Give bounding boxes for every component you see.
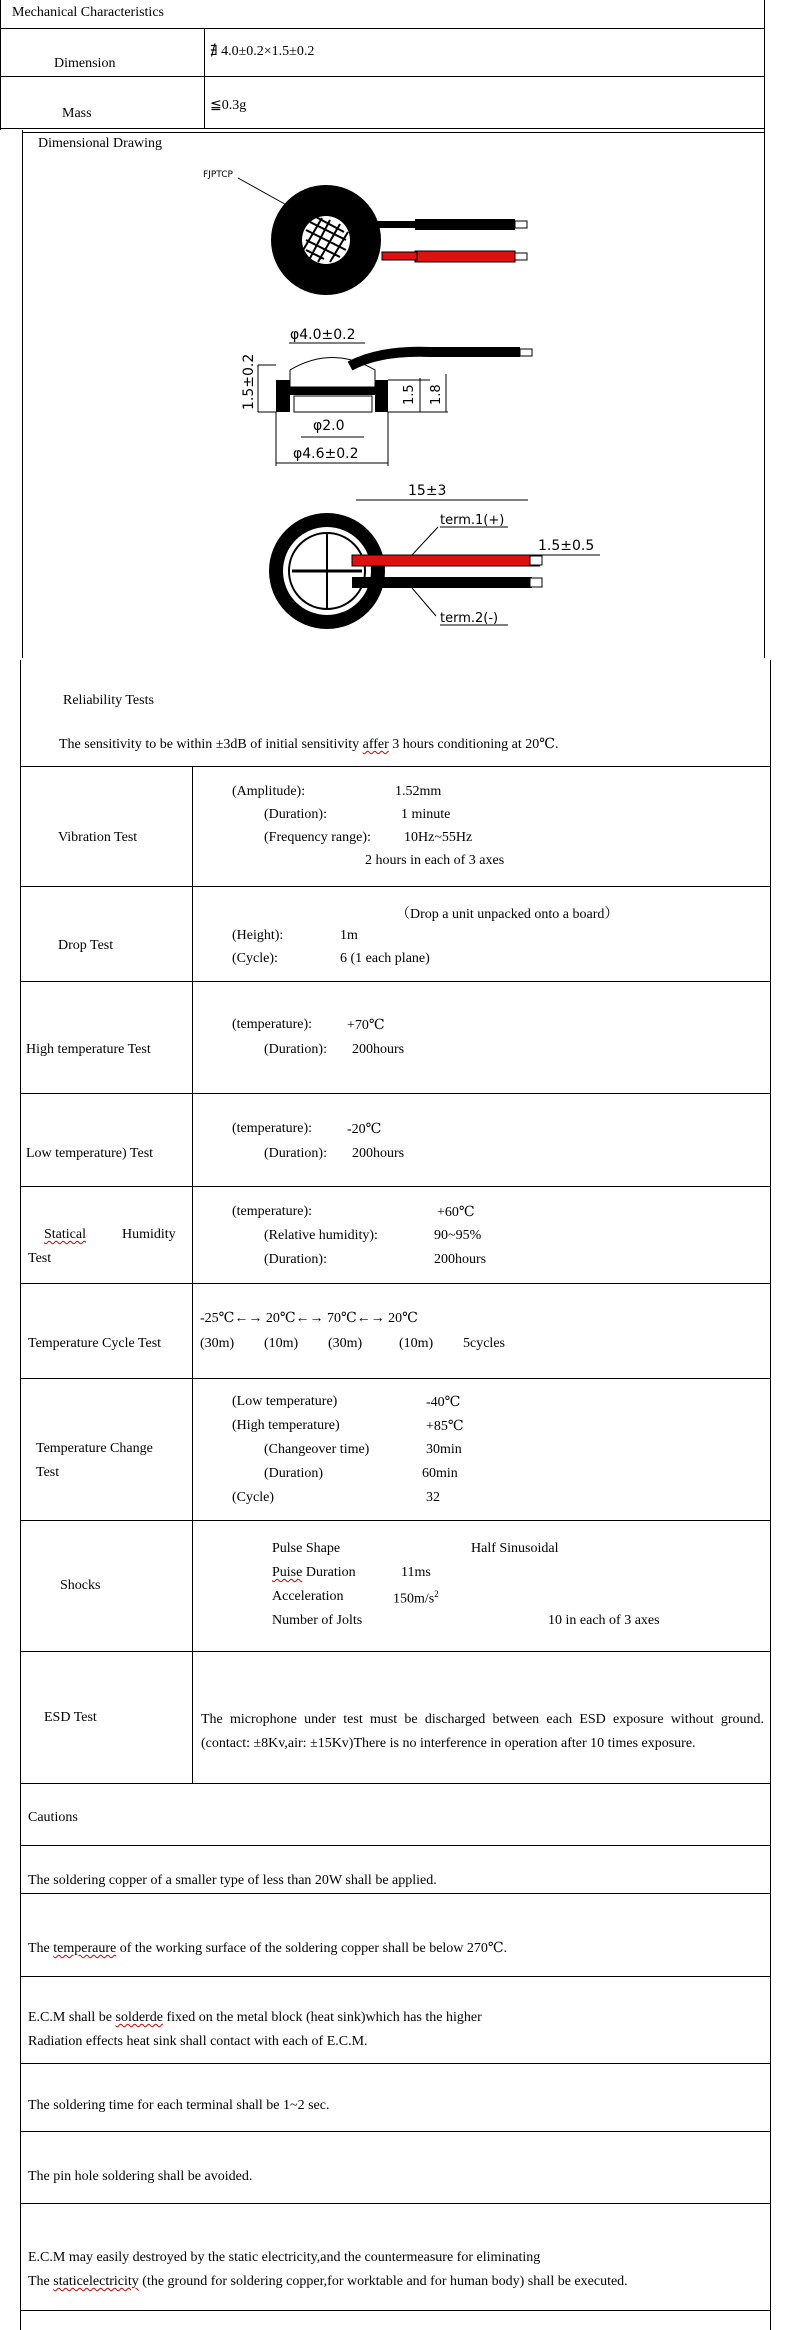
dim-height: 1.5±0.2: [241, 353, 257, 410]
drop-cycle-key: (Cycle):: [232, 951, 278, 966]
shock-pulse-duration-value: 11ms: [401, 1565, 431, 1580]
change-changeover-value: 30min: [426, 1442, 462, 1457]
shocks-label: Shocks: [60, 1578, 101, 1593]
humidity-rh-key: (Relative humidity):: [264, 1228, 378, 1243]
high-temp-value: +70℃: [347, 1018, 385, 1033]
dimension-value: ∄ 4.0±0.2×1.5±0.2: [210, 44, 315, 59]
change-cycle-key: (Cycle): [232, 1490, 274, 1505]
shock-pulse-shape-value: Half Sinusoidal: [471, 1541, 559, 1556]
dim-outer: φ4.0±0.2: [290, 327, 356, 343]
vibration-label: Vibration Test: [58, 830, 138, 845]
change-high-value: +85℃: [426, 1419, 464, 1434]
low-temp-key: (temperature):: [232, 1121, 313, 1136]
shock-pulse-shape-key: Pulse Shape: [272, 1541, 341, 1556]
drop-note: （Drop a unit unpacked onto a board）: [396, 907, 619, 922]
cycle-count: 5cycles: [463, 1336, 505, 1351]
vib-frequency-value: 10Hz~55Hz: [404, 830, 473, 845]
caution-4: The soldering time for each terminal shall be 1~2 sec.: [28, 2098, 330, 2113]
lead-black: [415, 219, 515, 230]
cycle-label: Temperature Cycle Test: [28, 1336, 162, 1351]
humidity-duration-key: (Duration):: [264, 1252, 327, 1267]
humidity-label-c: Test: [28, 1251, 52, 1266]
vib-amplitude-key: (Amplitude):: [232, 784, 306, 799]
change-high-key: (High temperature): [232, 1418, 340, 1433]
mass-value: ≦0.3g: [210, 98, 247, 113]
shock-pulse-duration-key: Puise Duration: [272, 1565, 356, 1580]
cycle-time-4: (10m): [399, 1336, 434, 1351]
change-low-key: (Low temperature): [232, 1394, 338, 1409]
caution-6b: The staticelectricity (the ground for soldering copper,for worktable and for human body) shall be executed.: [28, 2274, 628, 2289]
caution-6a: E.C.M may easily destroyed by the static electricity,and the countermeasure for eliminating: [28, 2250, 541, 2265]
term2-label: term.2(-): [440, 611, 499, 626]
shock-jolts-value: 10 in each of 3 axes: [548, 1613, 660, 1628]
dimensional-drawing: [0, 0, 790, 660]
change-cycle-value: 32: [426, 1490, 440, 1505]
dimension-label: Dimension: [54, 56, 116, 71]
humidity-temp-key: (temperature):: [232, 1204, 313, 1219]
side-view: [241, 327, 532, 466]
humidity-label-b: Humidity: [122, 1227, 176, 1242]
shock-acceleration-key: Acceleration: [272, 1589, 344, 1604]
change-duration-key: (Duration): [264, 1466, 324, 1481]
caution-1: The soldering copper of a smaller type of less than 20W shall be applied.: [28, 1873, 437, 1888]
change-low-value: -40℃: [426, 1395, 461, 1410]
high-duration-value: 200hours: [352, 1042, 405, 1057]
reliability-title: Reliability Tests: [63, 693, 154, 708]
reliability-intro: The sensitivity to be within ±3dB of initial sensitivity affer 3 hours conditioning at 20℃.: [59, 737, 559, 752]
low-temp-label: Low temperature) Test: [26, 1146, 154, 1161]
caution-5: The pin hole soldering shall be avoided.: [28, 2169, 253, 2184]
drop-label: Drop Test: [58, 938, 114, 953]
lead-red: [415, 251, 515, 262]
cycle-sequence: -25℃←→ 20℃←→ 70℃←→ 20℃: [200, 1311, 418, 1326]
drawing-title: Dimensional Drawing: [38, 136, 163, 151]
vib-axes: 2 hours in each of 3 axes: [365, 853, 505, 868]
dim-base: φ4.6±0.2: [293, 446, 359, 462]
shock-jolts-key: Number of Jolts: [272, 1613, 363, 1628]
vib-frequency-key: (Frequency range):: [264, 830, 371, 845]
top-view: [203, 170, 527, 295]
shock-acceleration-value: $150m/s^2$: [393, 1589, 439, 1607]
humidity-duration-value: 200hours: [434, 1252, 487, 1267]
drop-height-value: 1m: [340, 928, 358, 943]
esd-label: ESD Test: [44, 1710, 97, 1725]
humidity-label-a: Statical: [44, 1227, 86, 1242]
humidity-temp-value: +60℃: [437, 1205, 475, 1220]
cycle-time-2: (10m): [264, 1336, 299, 1351]
vib-amplitude-value: 1.52mm: [395, 784, 442, 799]
high-temp-label: High temperature Test: [26, 1042, 151, 1057]
drop-cycle-value: 6 (1 each plane): [340, 951, 430, 966]
change-changeover-key: (Changeover time): [264, 1442, 370, 1457]
term1-label: term.1(+): [440, 513, 505, 528]
low-duration-key: (Duration):: [264, 1146, 327, 1161]
caution-3a: E.C.M shall be solderde fixed on the metal block (heat sink)which has the higher: [28, 2010, 482, 2025]
humidity-rh-value: 90~95%: [434, 1228, 482, 1243]
change-duration-value: 60min: [422, 1466, 458, 1481]
bottom-view: [269, 483, 600, 629]
low-duration-value: 200hours: [352, 1146, 405, 1161]
change-label-b: Test: [36, 1465, 60, 1480]
part-tag: FJPTCP: [203, 170, 233, 180]
cycle-time-1: (30m): [200, 1336, 235, 1351]
caution-2: The temperaure of the working surface of the soldering copper shall be below 270℃.: [28, 1941, 508, 1956]
esd-text: The microphone under test must be discharged between each ESD exposure without ground.(contact: ±8Kv,air: ±15Kv)There is no interference in operation after 10 times exposure.: [201, 1712, 764, 1751]
dim-inner-h1: 1.5: [402, 384, 417, 405]
low-temp-value: -20℃: [347, 1122, 382, 1137]
high-temp-key: (temperature):: [232, 1017, 313, 1032]
dim-strip: 1.5±0.5: [538, 538, 595, 554]
vib-duration-key: (Duration):: [264, 807, 327, 822]
cautions-title: Cautions: [28, 1810, 78, 1825]
mass-label: Mass: [62, 106, 92, 121]
vib-duration-value: 1 minute: [401, 807, 451, 822]
cycle-time-3: (30m): [328, 1336, 363, 1351]
change-label-a: Temperature Change: [36, 1441, 153, 1456]
dim-inner-h2: 1.8: [429, 384, 444, 405]
dim-hole: φ2.0: [313, 418, 345, 434]
caution-3b: Radiation effects heat sink shall contact with each of E.C.M.: [28, 2034, 368, 2049]
dim-lead-len: 15±3: [408, 483, 447, 499]
high-duration-key: (Duration):: [264, 1042, 327, 1057]
mech-title: Mechanical Characteristics: [12, 5, 164, 20]
drop-height-key: (Height):: [232, 928, 284, 943]
